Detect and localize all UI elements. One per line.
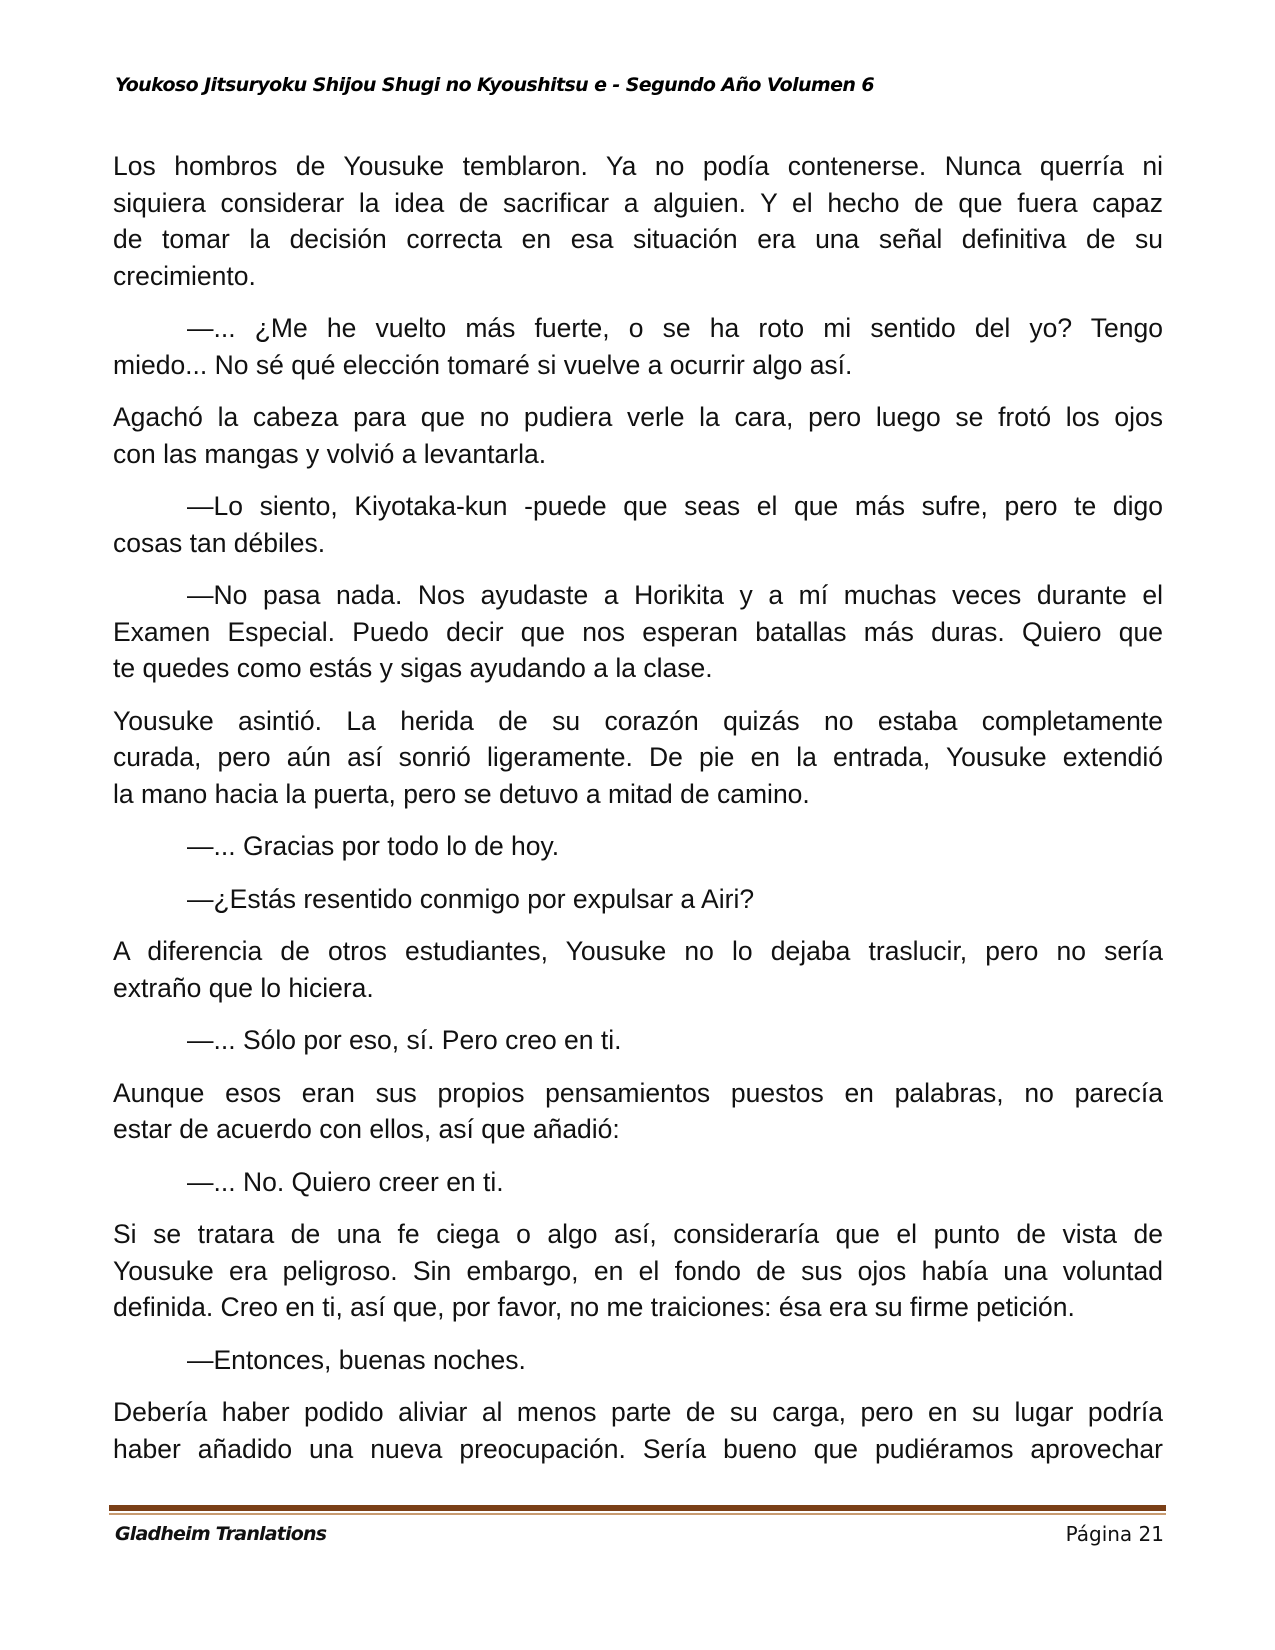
text-line: extraño que lo hiciera. [113,972,374,1003]
text-line: Aunque esos eran sus propios pensamientos puestos en palabras, no parecía [113,1077,1163,1108]
paragraph [113,399,1163,472]
text-line: —... ¿Me he vuelto más fuerte, o se ha roto mi sentido del yo? Tengo [187,313,1163,343]
text-line: Agachó la cabeza para que no pudiera verle la cara, pero luego se frotó los ojos [113,402,1163,432]
text-line: —... Gracias por todo lo de hoy. [187,831,560,861]
footer-credit: Gladheim Tranlations [115,1523,327,1545]
paragraph [113,1216,1163,1326]
page-body [113,148,1163,1483]
paragraph [113,1394,1163,1467]
text-line: curada, pero aún así sonrió ligeramente. De pie en la entrada, Yousuke extendió [113,742,1163,772]
text-line: te quedes como estás y sigas ayudando a la clase. [113,653,713,683]
text-line: A diferencia de otros estudiantes, Yousuke no lo dejaba traslucir, pero no sería [113,936,1163,966]
text-line: haber añadido una nueva preocupación. Sería bueno que pudiéramos aprovechar [113,1433,1163,1464]
paragraph [113,148,1163,294]
text-line: crecimiento. [113,260,256,291]
paragraph [113,1075,1163,1148]
text-line: cosas tan débiles. [113,527,326,558]
text-line: —Lo siento, Kiyotaka-kun -puede que seas el que más sufre, pero te digo [187,491,1163,521]
footer-rule [109,1505,1166,1511]
paragraph [113,703,1163,813]
paragraph [113,933,1163,1006]
text-line: definida. Creo en ti, así que, por favor, no me traiciones: ésa era su firme petición. [113,1292,1075,1322]
running-header: Youkoso Jitsuryoku Shijou Shugi no Kyoushitsu e - Segundo Año Volumen 6 [115,74,874,96]
text-line: —¿Estás resentido conmigo por expulsar a Airi? [187,883,755,914]
text-line: Yousuke era peligroso. Sin embargo, en el fondo de sus ojos había una voluntad [113,1255,1163,1286]
text-line: Si se tratara de una fe ciega o algo así, consideraría que el punto de vista de [113,1219,1163,1249]
text-line: —No pasa nada. Nos ayudaste a Horikita y a mí muchas veces durante el [187,580,1163,610]
page-label: Página [1065,1522,1133,1546]
text-line: siquiera considerar la idea de sacrificar a alguien. Y el hecho de que fuera capaz [113,187,1163,218]
dialogue-paragraph [113,828,1163,865]
text-line: —... Sólo por eso, sí. Pero creo en ti. [187,1025,622,1055]
text-line: estar de acuerdo con ellos, así que añadió: [113,1114,620,1144]
text-line: —... No. Quiero creer en ti. [187,1166,504,1197]
dialogue-paragraph [113,881,1163,918]
text-line: Yousuke asintió. La herida de su corazón quizás no estaba completamente [113,705,1163,736]
dialogue-paragraph [113,488,1163,561]
footer-rule-thin [109,1513,1166,1515]
text-line: la mano hacia la puerta, pero se detuvo a mitad de camino. [113,778,810,809]
dialogue-paragraph [113,1342,1163,1379]
dialogue-paragraph [113,577,1163,687]
text-line: de tomar la decisión correcta en esa situación era una señal definitiva de su [113,224,1163,254]
text-line: con las mangas y volvió a levantarla. [113,438,547,469]
dialogue-paragraph [113,1164,1163,1201]
dialogue-paragraph [113,310,1163,383]
dialogue-paragraph [113,1022,1163,1059]
text-line: miedo... No sé qué elección tomaré si vuelve a ocurrir algo así. [113,349,853,380]
text-line: Los hombros de Yousuke temblaron. Ya no podía contenerse. Nunca querría ni [113,151,1163,181]
page-number [1066,1522,1164,1546]
text-line: Debería haber podido aliviar al menos parte de su carga, pero en su lugar podría [113,1397,1163,1427]
text-line: Examen Especial. Puedo decir que nos esperan batallas más duras. Quiero que [113,616,1163,647]
page-number-value: 21 [1138,1522,1164,1546]
text-line: —Entonces, buenas noches. [187,1344,526,1375]
